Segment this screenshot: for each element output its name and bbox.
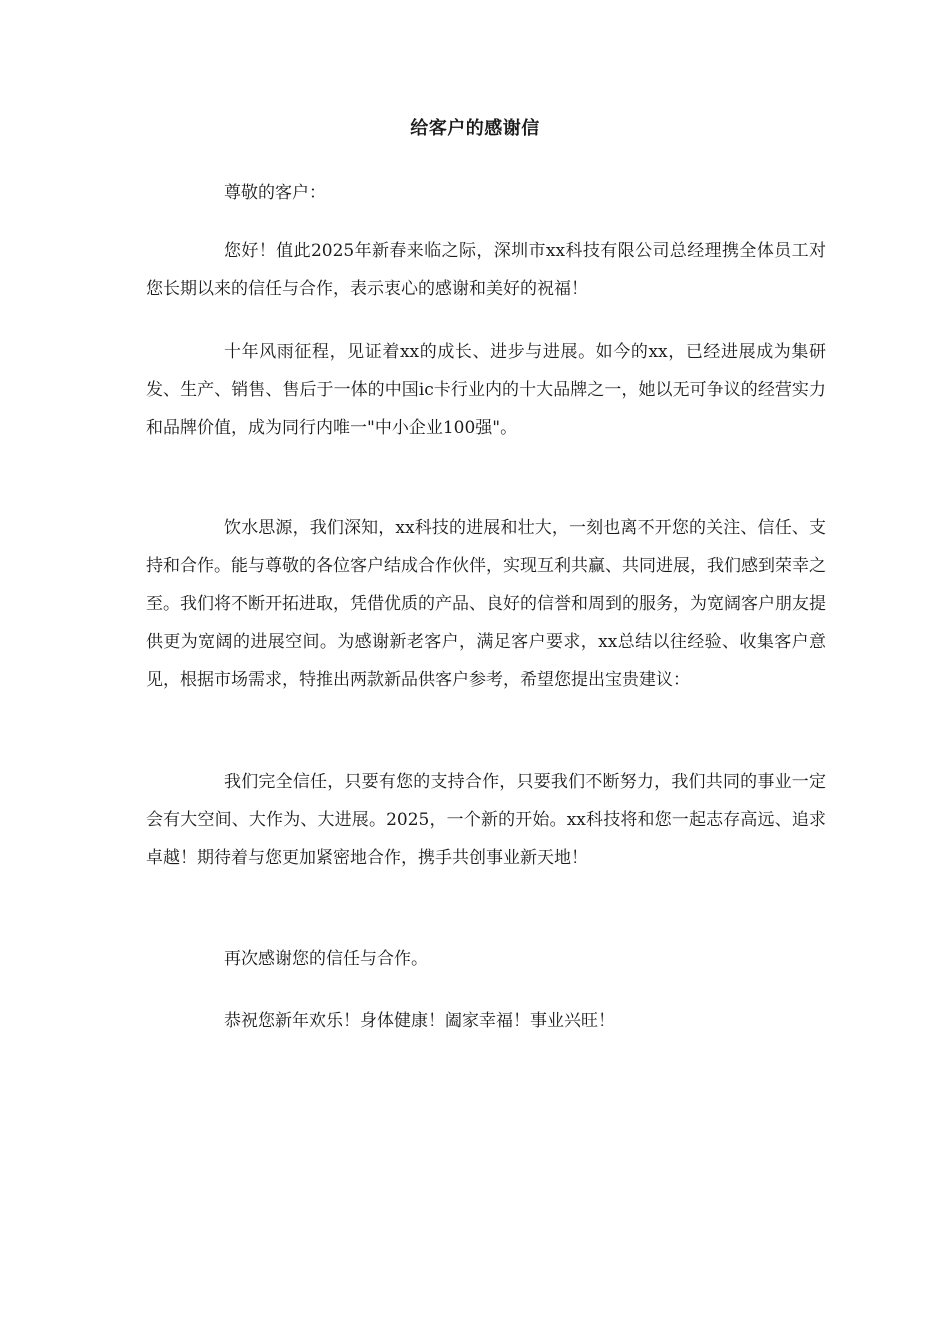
paragraph-gratitude: 饮水思源，我们深知，xx科技的进展和壮大，一刻也离不开您的关注、信任、支持和合作。能与尊敬的各位客户结成合作伙伴，实现互利共赢、共同进展，我们感到荣幸之至。我们将不断开拓进取，凭借优质的产品、良好的信誉和周到的服务，为宽阔客户朋友提供更为宽阔的进展空间。为感谢新老客户，满足客户要求，xx总结以往经验、收集客户意见，根据市场需求，特推出两款新品供客户参考，希望您提出宝贵建议： xyxy=(146,518,826,690)
paragraph-greeting: 您好！值此2025年新春来临之际，深圳市xx科技有限公司总经理携全体员工对您长期以来的信任与合作，表示衷心的感谢和美好的祝福！ xyxy=(146,241,826,299)
salutation: 尊敬的客户： xyxy=(224,183,326,203)
paragraph-history: 十年风雨征程，见证着xx的成长、进步与进展。如今的xx，已经进展成为集研发、生产、销售、售后于一体的中国ic卡行业内的十大品牌之一，她以无可争议的经营实力和品牌价值，成为同行内唯一"中小企业100强"。 xyxy=(146,342,826,438)
paragraph-future: 我们完全信任，只要有您的支持合作，只要我们不断努力，我们共同的事业一定会有大空间、大作为、大进展。2025，一个新的开始。xx科技将和您一起志存高远、追求卓越！期待着与您更加紧密地合作，携手共创事业新天地！ xyxy=(146,772,826,868)
document-title: 给客户的感谢信 xyxy=(410,118,540,139)
paragraph-wishes: 恭祝您新年欢乐！身体健康！阖家幸福！事业兴旺！ xyxy=(224,1011,615,1031)
paragraph-thanks: 再次感谢您的信任与合作。 xyxy=(224,949,428,969)
